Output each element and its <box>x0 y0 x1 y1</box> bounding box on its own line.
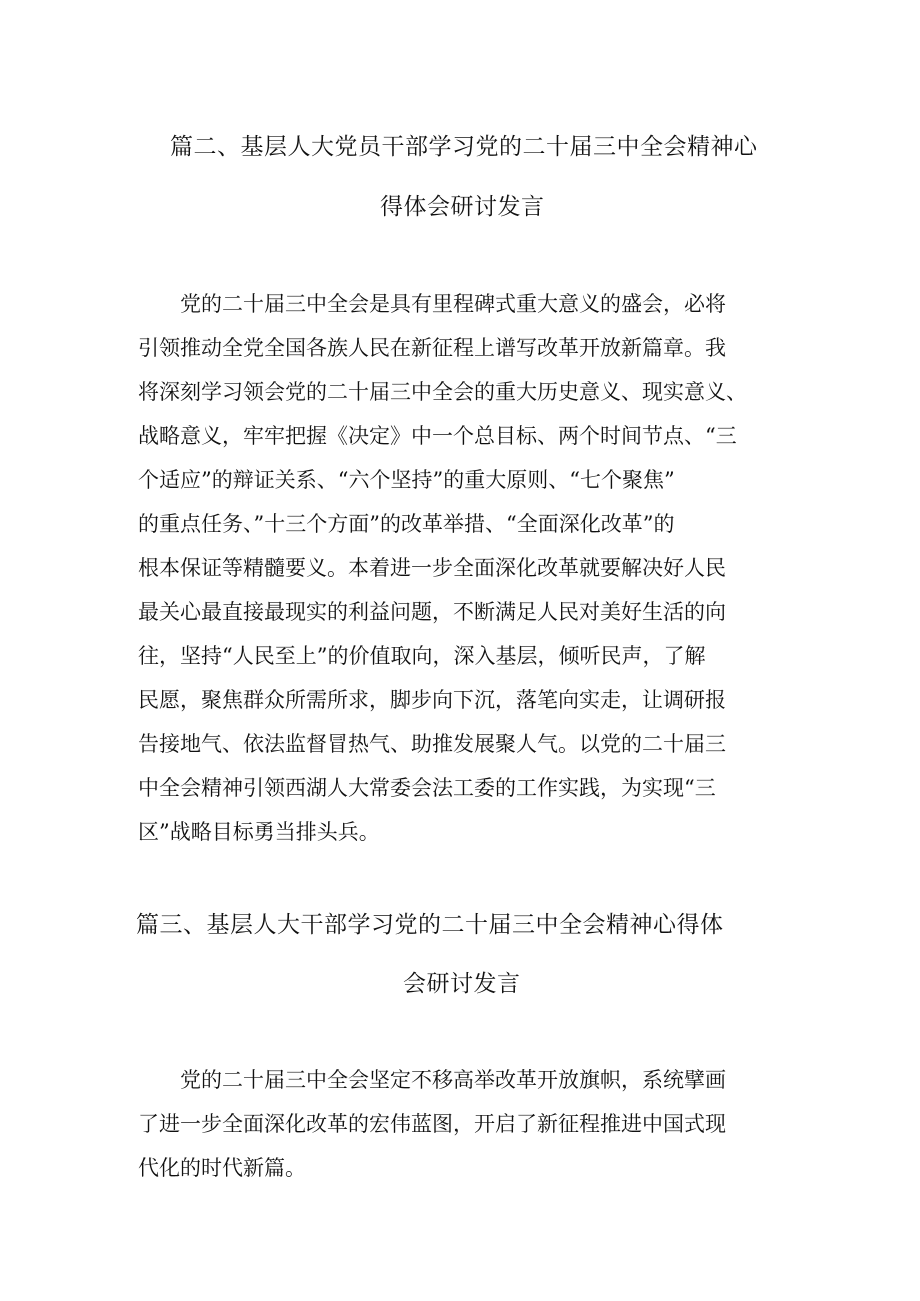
paragraph-line: 了进一步全面深化改革的宏伟蓝图，开启了新征程推进中国式现 <box>138 1112 726 1136</box>
paragraph-line: 个适应”的辩证关系、“六个坚持”的重大原则、“七个聚焦” <box>138 468 675 492</box>
paragraph-line: 往，坚持“人民至上”的价值取向，深入基层，倾听民声，了解 <box>138 644 706 668</box>
paragraph-line: 党的二十届三中全会是具有里程碑式重大意义的盛会，必将 <box>180 292 726 316</box>
paragraph-line: 区”战略目标勇当排头兵。 <box>138 820 380 844</box>
paragraph-line: 将深刻学习领会党的二十届三中全会的重大历史意义、现实意义、 <box>138 380 747 404</box>
paragraph-line: 告接地气、依法监督冒热气、助推发展聚人气。以党的二十届三 <box>138 732 726 756</box>
paragraph-line: 代化的时代新篇。 <box>138 1156 306 1180</box>
paragraph-line: 战略意义，牢牢把握《决定》中一个总目标、两个时间节点、“三 <box>138 424 737 448</box>
paragraph-line: 引领推动全党全国各族人民在新征程上谱写改革开放新篇章。我 <box>138 336 726 360</box>
section2-title-line-1: 篇二、基层人大党员干部学习党的二十届三中全会精神心 <box>170 134 758 160</box>
paragraph-line: 党的二十届三中全会坚定不移高举改革开放旗帜，系统擘画 <box>180 1068 726 1092</box>
section3-title-line-2: 会研讨发言 <box>403 971 521 997</box>
section2-title-line-2: 得体会研讨发言 <box>380 194 545 220</box>
paragraph-line: 中全会精神引领西湖人大常委会法工委的工作实践，为实现“三 <box>138 776 716 800</box>
paragraph-line: 最关心最直接最现实的利益问题，不断满足人民对美好生活的向 <box>138 600 726 624</box>
paragraph-line: 民愿，聚焦群众所需所求，脚步向下沉，落笔向实走，让调研报 <box>138 688 726 712</box>
paragraph-line: 的重点任务、”十三个方面”的改革举措、“全面深化改革”的 <box>138 512 675 536</box>
paragraph-line: 根本保证等精髓要义。本着进一步全面深化改革就要解决好人民 <box>138 556 726 580</box>
section3-title-line-1: 篇三、基层人大干部学习党的二十届三中全会精神心得体 <box>136 912 724 938</box>
